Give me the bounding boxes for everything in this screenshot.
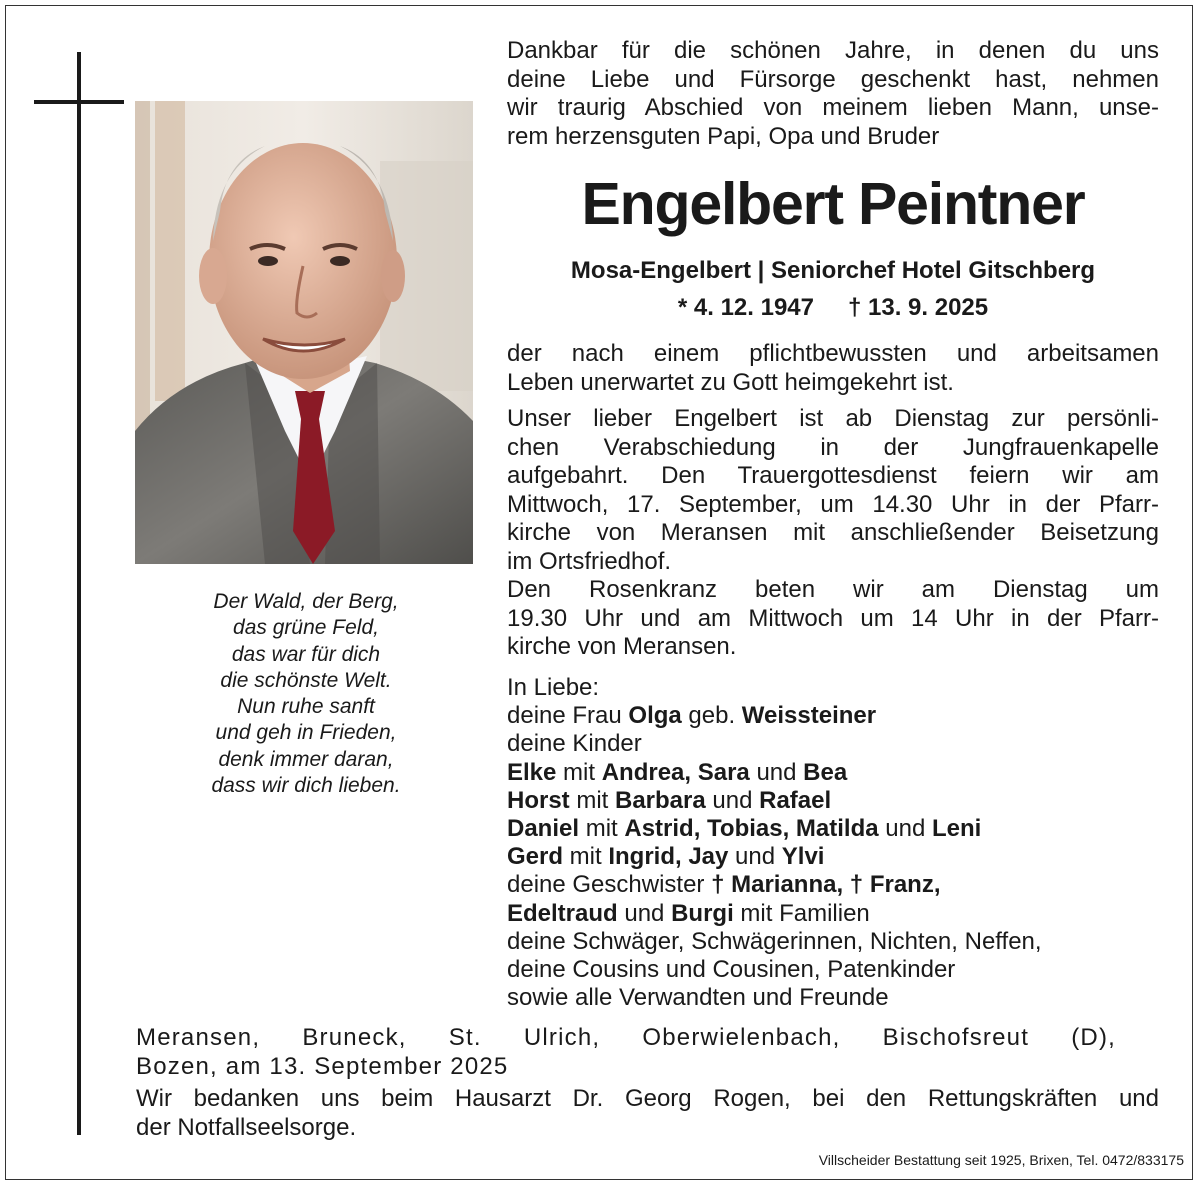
family-line-elke: Elke mit Andrea, Sara und Bea [507,758,848,786]
thanks-line: Wir bedanken uns beim Hausarzt Dr. Georg Rogen, bei den Rettungskräften und [136,1085,1159,1112]
paragraph-passing [507,340,1159,397]
family-line-gerd: Gerd mit Ingrid, Jay und Ylvi [507,843,825,871]
paragraph-line: der nach einem pflichtbewussten und arbeitsamen [507,340,1159,367]
place-line: Meransen, Bruneck, St. Ulrich, Oberwielenbach, Bischofsreut (D), [136,1024,1116,1051]
intro-line: wir traurig Abschied von meinem lieben Mann, unse- [507,94,1159,121]
cross-icon-bar [34,100,124,104]
poem-line: das war für dich [231,642,381,666]
paragraph-line: 19.30 Uhr und am Mittwoch um 14 Uhr in der Pfarr- [507,604,1159,632]
poem-line: Der Wald, der Berg, [213,590,399,613]
family-line-horst: Horst mit Barbara und Rafael [507,786,832,814]
family-line-siblings-2: Edeltraud und Burgi mit Familien [507,899,870,927]
poem-line: Nun ruhe sanft [237,695,375,719]
paragraph-line: Unser lieber Engelbert ist ab Dienstag zur persönli- [507,405,1159,432]
poem-line: das grüne Feld, [233,616,379,640]
family-line-in-laws: deine Schwäger, Schwägerinnen, Nichten, Neffen, [507,927,1042,955]
thanks-line: der Notfallseelsorge. [136,1113,357,1141]
family-line-daniel: Daniel mit Astrid, Tobias, Matilda und Leni [507,815,982,843]
family-line-cousins: deine Cousins und Cousinen, Patenkinder [507,956,956,984]
paragraph-line: chen Verabschiedung in der Jungfrauenkapelle [507,433,1159,461]
in-liebe-label: In Liebe: [507,674,600,701]
paragraph-rosary [507,576,1159,662]
family-line-children-label: deine Kinder [507,730,642,758]
family-list [507,674,1159,1012]
paragraph-line: Den Rosenkranz beten wir am Dienstag um [507,576,1159,603]
paragraph-funeral [507,405,1159,576]
paragraph-line: im Ortsfriedhof. [507,547,672,575]
paragraph-line: Leben unerwartet zu Gott heimgekehrt ist. [507,368,954,396]
funeral-home-footer: Villscheider Bestattung seit 1925, Brixen, Tel. 0472/833175 [818,1152,1184,1168]
intro-line: rem herzensguten Papi, Opa und Bruder [507,122,940,150]
family-line-wife: deine Frau Olga geb. Weissteiner [507,702,877,730]
intro-line: deine Liebe und Fürsorge geschenkt hast, nehmen [507,65,1159,93]
portrait-photo [135,101,473,564]
obituary-notice [5,5,1193,1180]
birth-date: * 4. 12. 1947 [677,294,814,321]
paragraph-line: kirche von Meransen. [507,633,737,660]
paragraph-line: Mittwoch, 17. September, um 14.30 Uhr in der Pfarr- [507,490,1159,518]
paragraph-line: kirche von Meransen mit anschließender Beisetzung [507,519,1159,546]
place-and-date [136,1024,1116,1081]
deceased-name: Engelbert Peintner [581,171,1085,237]
intro-line: Dankbar für die schönen Jahre, in denen du uns [507,37,1159,64]
poem-line: und geh in Frieden, [215,721,397,745]
place-line: Bozen, am 13. September 2025 [136,1052,509,1080]
death-date: † 13. 9. 2025 [848,294,989,321]
life-dates [507,293,1159,323]
poem-line: denk immer daran, [218,747,394,771]
thanks-text [136,1085,1159,1142]
family-line-relatives: sowie alle Verwandten und Freunde [507,984,889,1012]
cross-icon [77,52,81,1135]
deceased-subtitle: Mosa-Engelbert | Seniorchef Hotel Gitschberg [570,257,1096,284]
poem-line: die schönste Welt. [220,668,392,692]
paragraph-line: aufgebahrt. Den Trauergottesdienst feiern wir am [507,462,1159,489]
family-line-siblings: deine Geschwister † Marianna, † Franz, [507,871,941,899]
poem-line: dass wir dich lieben. [211,774,401,798]
poem [156,589,456,799]
intro-text [507,37,1159,151]
